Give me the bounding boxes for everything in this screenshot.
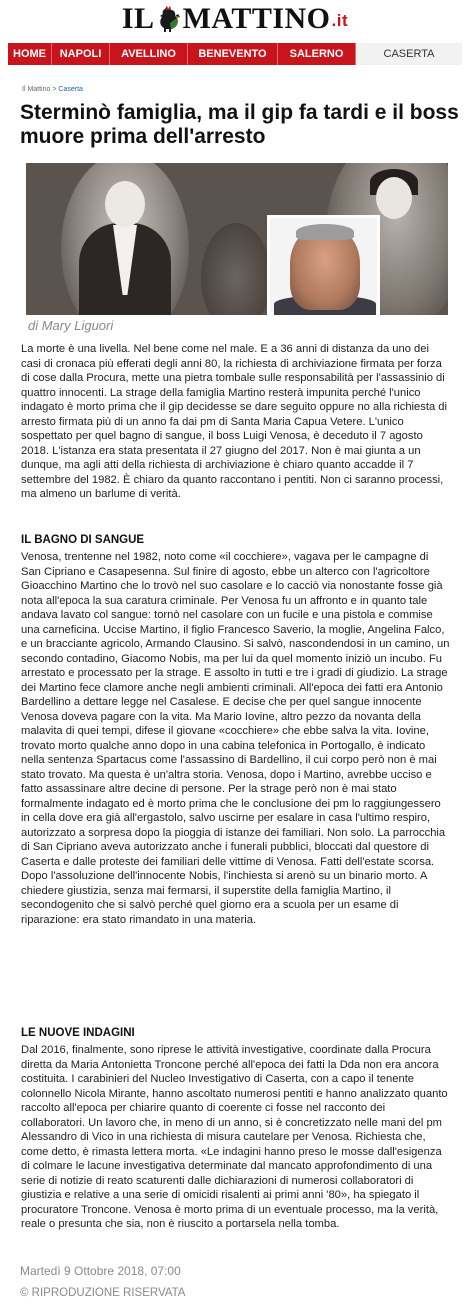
article-photo: [26, 163, 448, 315]
site-header: [0, 0, 470, 38]
nav-item-home[interactable]: HOME: [8, 43, 52, 65]
breadcrumb-section[interactable]: Caserta: [58, 86, 83, 93]
article-byline: di Mary Liguori: [28, 318, 114, 333]
copyright-notice: © RIPRODUZIONE RISERVATA: [20, 1287, 186, 1299]
article-paragraph-1: La morte è una livella. Nel bene come nel male. E a 36 anni di distanza da uno dei casi di cronaca più efferati degli anni 80, la richiesta di archiviazione firmata per forza di cose dalla Procura, mette una pietra tombale sulle responsabilità per l'assassinio di quattro innocenti. La strage della famiglia Martino resterà impunita perché l'unico indagato è morto prima che il gip decidesse se dare seguito oppure no alla richiesta di arresto firmata più di un anno fa dai pm di Santa Maria Capua Vetere. L'unico sospettato per quel bagno di sangue, il boss Luigi Venosa, è deceduto il 7 agosto 2018. L'istanza era stata presentata il 27 giugno del 2017. Non è mai giunta a un dunque, ma agli atti della richiesta di archiviazione è chiaro quanto accadde il 7 settembre del 1982. È chiaro da quanto raccontano i pentiti. Non ci saranno processi, ma almeno un barlume di verità.: [21, 343, 447, 500]
logo-tld: .it: [331, 11, 349, 30]
breadcrumb-home[interactable]: Il Mattino: [22, 86, 51, 93]
logo-text-left: IL: [121, 2, 155, 35]
photo-portrait-center: [201, 223, 271, 315]
article-paragraph-2: Venosa, trentenne nel 1982, noto come «il cocchiere», vagava per le campagne di San Cipriano e Casapesenna. Sul finire di agosto, ebbe un alterco con l'agricoltore Gioacchino Martino che lo trovò nel suo casolare e lo cacciò via nonostante fosse già nota all'epoca la sua caratura criminale. Per Venosa fu un affronto e in quanto tale andava lavato col sangue: tornò nel casolare con un fucile e una pistola e commise una carneficina. Uccise Martino, il figlio Francesco Saverio, la moglie, Angelina Falco, e un bracciante agricolo, Armando Clausino. Si salvò, nascondendosi in un camino, un secondo contadino, Giacomo Nobis, ma per lui da quel momento iniziò un incubo. Fu arrestato e processato per la strage. E assolto in tutti e tre i gradi di giudizio. La strage dei Martino fece clamore anche negli ambienti criminali. All'epoca dei fatti era Antonio Bardellino a dettare legge nel Casalese. E decise che per quel sangue innocente Venosa doveva pagare con la vita. Ma Mario Iovine, altro pezzo da novanta della malavita di quei tempi, difese il giovane «cocchiere» che ebbe salva la vita. Iovine, trovato morto qualche anno dopo in una cabina telefonica in Portogallo, è indicato nella sentenza Spartacus come l'assassino di Bardellino, il cui corpo però non è mai stato trovato. Ma questa è un'altra storia. Venosa, dopo i Martino, avrebbe ucciso e fatto assassinare altre decine di persone. Per la strage però non è mai stato formalmente indagato ed è morto prima che le conclusione dei pm lo raggiungessero in cella dove era già all'ergastolo, salvo uscirne per esalare in casa l'ultimo respiro, autorizzato a sorpresa dopo la pioggia di istanze dei familiari. Non solo. La parrocchia di San Cipriano aveva autorizzato anche i funerali pubblici, bloccati dal questore di Caserta e dalle proteste dei familiari delle vittime di Venosa. Fatti dell'estate scorsa. Dopo l'assoluzione dell'innocente Nobis, l'inchiesta si arenò su un binario morto. A chiedere giustizia, senza mai fermarsi, il superstite della famiglia Martino, il secondogenito che si salvò perché quel giorno era a scuola per un esame di riparazione: era stato rimandato in una materia.: [21, 551, 450, 926]
breadcrumb-separator: >: [50, 86, 59, 93]
breadcrumb: [22, 86, 83, 93]
site-logo[interactable]: [122, 2, 348, 36]
nav-item-caserta[interactable]: CASERTA: [356, 43, 462, 65]
nav-item-avellino[interactable]: AVELLINO: [110, 43, 188, 65]
article-paragraph-3: Dal 2016, finalmente, sono riprese le attività investigative, coordinate dalla Procura diretta da Maria Antonietta Troncone perché all'epoca dei fatti la Dda non era ancora costituita. I carabinieri del Nucleo Investigativo di Caserta, con a capo il tenente colonnello Nicola Mirante, hanno ascoltato numerosi pentiti e hanno analizzato quanto raccolto all'epoca per chiarire quanto di coerente ci fosse nel racconto dei collaboratori. Un lavoro che, in meno di un anno, si è concretizzato nelle mani del pm Alessandro di Vico in una richiesta di misura cautelare per Venosa. Richiesta che, come detto, è rimasta lettera morta. «Le indagini hanno preso le mosse dall'esigenza di colmare le lacune investigativa determinate dal mancato approfondimento di una serie di notizie di reato scaturenti dalle dichiarazioni di numerosi collaboratori di giustizia e relative a una serie di omicidi risalenti ai primi anni '80», ha spiegato il procuratore Troncone. Venosa è morto prima di un eventuale processo, ma la verità, reale o presunta che sia, non è riuscito a portarsela nella tomba.: [21, 1044, 448, 1230]
rooster-icon: [156, 5, 182, 33]
article-headline: Sterminò famiglia, ma il gip fa tardi e il boss muore prima dell'arresto: [20, 101, 459, 148]
nav-item-benevento[interactable]: BENEVENTO: [188, 43, 278, 65]
photo-portrait-left: [61, 163, 189, 315]
photo-inset-mugshot: [267, 215, 380, 315]
article-date: Martedì 9 Ottobre 2018, 07:00: [20, 1264, 181, 1278]
section-nav: [8, 43, 462, 65]
section-heading-nuove-indagini: LE NUOVE INDAGINI: [21, 1027, 135, 1039]
logo-text-right: MATTINO: [182, 2, 331, 35]
section-heading-bagno-di-sangue: IL BAGNO DI SANGUE: [21, 534, 145, 546]
nav-item-salerno[interactable]: SALERNO: [278, 43, 356, 65]
nav-item-napoli[interactable]: NAPOLI: [52, 43, 110, 65]
